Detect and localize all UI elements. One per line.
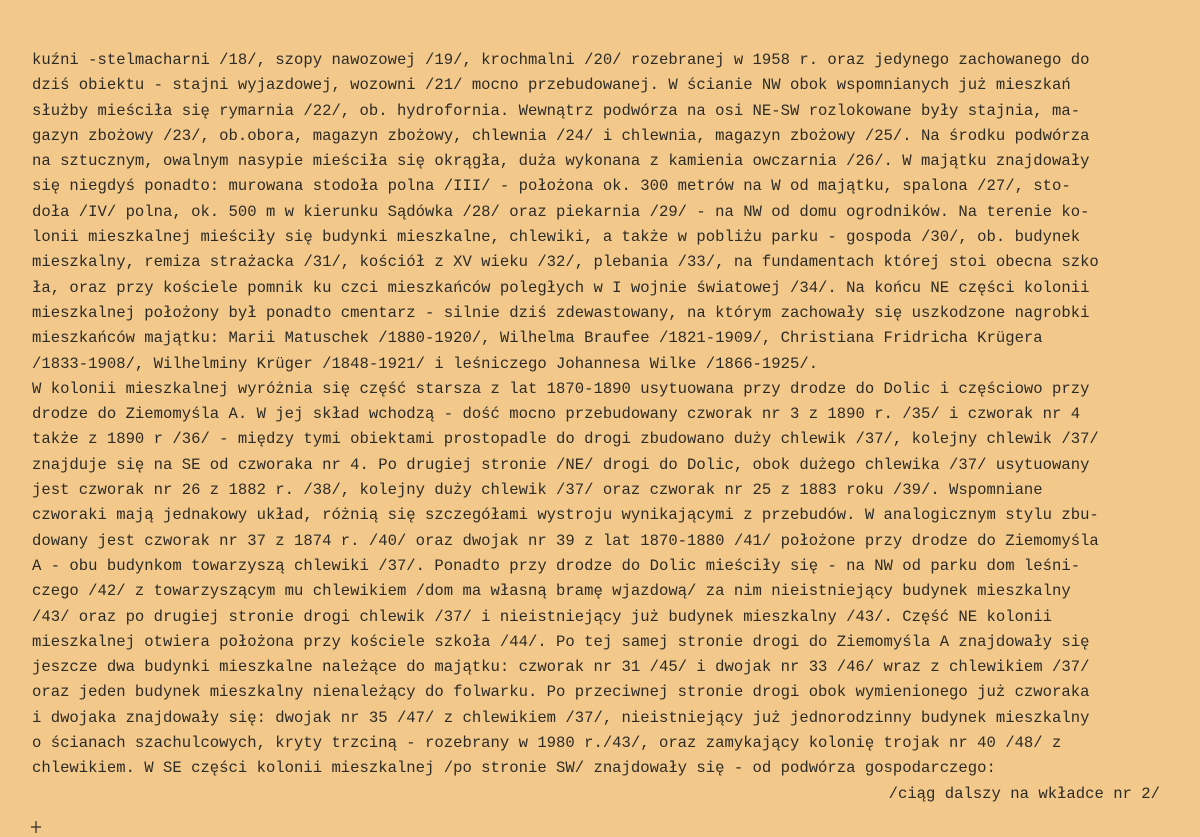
text-line: kuźni -stelmacharni /18/, szopy nawozowej /19/, krochmalni /20/ rozebranej w 1958 r. oraz jedynego zachowanego do [32, 51, 1090, 69]
continuation-note: /ciąg dalszy na wkładce nr 2/ [888, 784, 1160, 803]
text-line: A - obu budynkom towarzyszą chlewiki /37/. Ponadto przy drodze do Dolic mieściły się - na NW od parku dom leśni- [32, 556, 1081, 575]
text-line: mieszkańców majątku: Marii Matuschek /1880-1920/, Wilhelma Braufee /1821-1909/, Christiana Fridricha Krügera [32, 329, 1043, 348]
text-line: /43/ oraz po drugiej stronie drogi chlewik /37/ i nieistniejący już budynek mieszkalny /43/. Część NE kolonii [32, 607, 1052, 626]
text-line: lonii mieszkalnej mieściły się budynki mieszkalne, chlewiki, a także w pobliżu parku - gospoda /30/, ob. budynek [32, 228, 1081, 247]
text-line: na sztucznym, owalnym nasypie mieściła się okrągła, duża wykonana z kamienia owczarnia /26/. W majątku znajdowały [32, 152, 1090, 171]
text-line: W kolonii mieszkalnej wyróżnia się część starsza z lat 1870-1890 usytuowana przy drodze do Dolic i częściowo przy [32, 379, 1090, 398]
text-line: gazyn zbożowy /23/, ob.obora, magazyn zbożowy, chlewnia /24/ i chlewnia, magazyn zbożowy /25/. Na środku podwórza [32, 126, 1090, 145]
text-line: mieszkalnej otwiera położona przy kościele szkoła /44/. Po tej samej stronie drogi do Ziemomyśla A znajdowały się [32, 632, 1090, 651]
text-line: się niegdyś ponadto: murowana stodoła polna /III/ - położona ok. 300 metrów na W od majątku, spalona /27/, sto- [32, 177, 1071, 196]
text-line: czworaki mają jednakowy układ, różnią się szczegółami wystroju wynikającymi z przebudów. W analogicznym stylu zbu- [32, 506, 1099, 525]
text-line: chlewikiem. W SE części kolonii mieszkalnej /po stronie SW/ znajdowały się - od podwórza gospodarczego: [32, 759, 996, 778]
text-line: mieszkalny, remiza strażacka /31/, kościół z XV wieku /32/, plebania /33/, na fundamentach której stoi obecna szko [32, 253, 1099, 272]
text-line: służby mieściła się rymarnia /22/, ob. hydrofornia. Wewnątrz podwórza na osi NE-SW rozlokowane były stajnia, ma- [32, 101, 1081, 120]
text-line: oraz jeden budynek mieszkalny nienależący do folwarku. Po przeciwnej stronie drogi obok wymienionego już czworaka [32, 683, 1090, 702]
margin-tick-mark [30, 821, 42, 833]
text-line: także z 1890 r /36/ - między tymi obiektami prostopadle do drogi zbudowano duży chlewik /37/, kolejny chlewik /37/ [32, 430, 1099, 449]
text-line: ła, oraz przy kościele pomnik ku czci mieszkańców poległych w I wojnie światowej /34/. Na końcu NE części kolonii [32, 278, 1090, 297]
text-line: doła /IV/ polna, ok. 500 m w kierunku Sądówka /28/ oraz piekarnia /29/ - na NW od domu ogrodników. Na terenie ko- [32, 202, 1090, 221]
text-line: jest czworak nr 26 z 1882 r. /38/, kolejny duży chlewik /37/ oraz czworak nr 25 z 1883 roku /39/. Wspomniane [32, 481, 1043, 500]
text-line: mieszkalnej położony był ponadto cmentarz - silnie dziś zdewastowany, na którym zachowały się uszkodzone nagrobki [32, 303, 1090, 322]
text-line: dowany jest czworak nr 37 z 1874 r. /40/ oraz dwojak nr 39 z lat 1870-1880 /41/ położone przy drodze do Ziemomyśla [32, 531, 1099, 550]
text-line: i dwojaka znajdowały się: dwojak nr 35 /47/ z chlewikiem /37/, nieistniejący już jednorodzinny budynek mieszkalny [32, 708, 1090, 727]
text-line: o ścianach szachulcowych, kryty trzciną - rozebrany w 1980 r./43/, oraz zamykający kolonię trojak nr 40 /48/ z [32, 734, 1062, 753]
text-line: /1833-1908/, Wilhelminy Krüger /1848-1921/ i leśniczego Johannesa Wilke /1866-1925/. [32, 354, 819, 373]
text-line: dziś obiektu - stajni wyjazdowej, wozowni /21/ mocno przebudowanej. W ścianie NW obok wspomnianych już mieszkań [32, 76, 1071, 95]
typewritten-text [32, 48, 1182, 807]
text-line: drodze do Ziemomyśla A. W jej skład wchodzą - dość mocno przebudowany czworak nr 3 z 1890 r. /35/ i czworak nr 4 [32, 405, 1081, 424]
text-line: znajduje się na SE od czworaka nr 4. Po drugiej stronie /NE/ drogi do Dolic, obok dużego chlewika /37/ usytuowany [32, 455, 1090, 474]
text-line: czego /42/ z towarzyszącym mu chlewikiem /dom ma własną bramę wjazdową/ za nim nieistniejący budynek mieszkalny [32, 582, 1071, 601]
text-line: jeszcze dwa budynki mieszkalne należące do majątku: czworak nr 31 /45/ i dwojak nr 33 /46/ wraz z chlewikiem /37/ [32, 658, 1090, 677]
